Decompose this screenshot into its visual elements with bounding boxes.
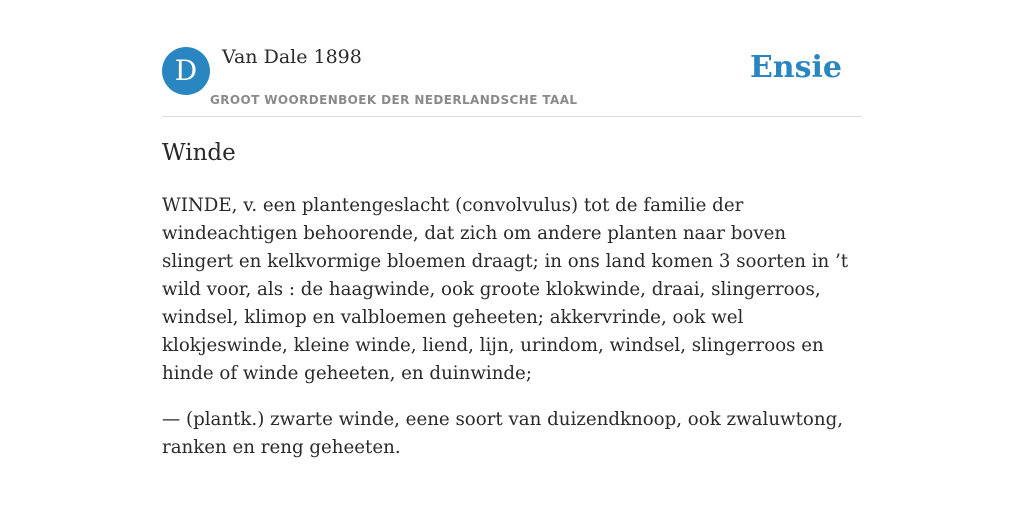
entry-title: Winde: [162, 140, 236, 166]
dictionary-logo[interactable]: D: [162, 47, 210, 95]
entry-paragraph: — (plantk.) zwarte winde, eene soort van duizendknoop, ook zwaluwtong, ranken en reng geheeten.: [162, 409, 843, 458]
entry-paragraph: WINDE, v. een plantengeslacht (convolvulus) tot de familie der windeachtigen behoorende, dat zich om andere planten naar boven slingert en kelkvormige bloemen draagt; in ons land komen 3 soorten in ’t wild voor, als : de haagwinde, ook groote klokwinde, draai, slingerroos, windsel, klimop en valbloemen geheeten; akkervrinde, ook wel klokjeswinde, kleine winde, liend, lijn, urindom, windsel, slingerroos en hinde of winde geheeten, en duinwinde;: [162, 195, 849, 384]
dictionary-title[interactable]: Van Dale 1898: [222, 46, 362, 68]
header: [162, 0, 862, 117]
entry-body: [162, 192, 862, 480]
brand-logo[interactable]: Ensie: [749, 50, 842, 85]
page: [162, 0, 862, 458]
dictionary-subtitle: GROOT WOORDENBOEK DER NEDERLANDSCHE TAAL: [210, 93, 578, 107]
